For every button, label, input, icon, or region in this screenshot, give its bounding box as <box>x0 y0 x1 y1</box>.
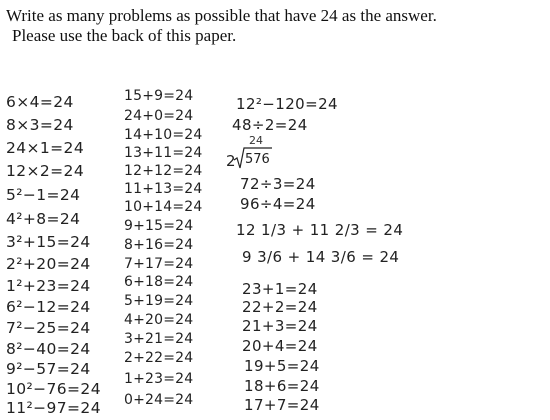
equation: 15+9=24 <box>124 88 194 104</box>
equation: 24×1=24 <box>6 139 85 157</box>
equation: 21+3=24 <box>242 317 318 335</box>
equation: 8×3=24 <box>6 116 74 134</box>
square-root-radicand: 576 <box>245 152 270 167</box>
equation: 22+2=24 <box>242 298 318 316</box>
equation: 11²−97=24 <box>6 399 101 417</box>
equation: 11+13=24 <box>124 181 203 197</box>
equation: 10+14=24 <box>124 199 203 215</box>
equation: 7²−25=24 <box>6 319 91 337</box>
equation: 12²−120=24 <box>236 95 338 113</box>
equation: 1+23=24 <box>124 371 194 387</box>
equation: 5+19=24 <box>124 293 194 309</box>
equation: 24+0=24 <box>124 108 194 124</box>
equation: 6×4=24 <box>6 93 74 111</box>
equation: 14+10=24 <box>124 127 203 143</box>
equation: 9+15=24 <box>124 218 194 234</box>
equation: 13+11=24 <box>124 145 203 161</box>
instruction-line-1: Write as many problems as possible that have 24 as the answer. <box>6 6 437 25</box>
equation: 0+24=24 <box>124 392 194 408</box>
square-root-quotient: 24 <box>249 134 263 147</box>
equation: 18+6=24 <box>244 377 320 395</box>
mixed-number-equation: 9 3/6 + 14 3/6 = 24 <box>242 248 400 266</box>
equation: 17+7=24 <box>244 396 320 414</box>
equation: 12+12=24 <box>124 163 203 179</box>
equation: 20+4=24 <box>242 337 318 355</box>
equation: 23+1=24 <box>242 280 318 298</box>
instruction-line-2: Please use the back of this paper. <box>12 26 237 45</box>
equation: 5²−1=24 <box>6 186 81 204</box>
equation: 96÷4=24 <box>240 195 316 213</box>
equation: 19+5=24 <box>244 357 320 375</box>
equation: 6²−12=24 <box>6 298 91 316</box>
equation: 1²+23=24 <box>6 277 91 295</box>
equation: 12×2=24 <box>6 162 85 180</box>
equation: 4²+8=24 <box>6 210 81 228</box>
equation: 2+22=24 <box>124 350 194 366</box>
equation: 8²−40=24 <box>6 340 91 358</box>
equation: 2²+20=24 <box>6 255 91 273</box>
mixed-number-equation: 12 1/3 + 11 2/3 = 24 <box>236 221 404 239</box>
equation: 7+17=24 <box>124 256 194 272</box>
equation: 72÷3=24 <box>240 175 316 193</box>
equation: 10²−76=24 <box>6 380 101 398</box>
equation: 4+20=24 <box>124 312 194 328</box>
equation: 3+21=24 <box>124 331 194 347</box>
equation: 8+16=24 <box>124 237 194 253</box>
equation: 9²−57=24 <box>6 360 91 378</box>
equation: 48÷2=24 <box>232 116 308 134</box>
square-root-coefficient: 2 <box>226 152 236 170</box>
equation: 3²+15=24 <box>6 233 91 251</box>
equation: 6+18=24 <box>124 274 194 290</box>
instructions <box>6 6 437 46</box>
